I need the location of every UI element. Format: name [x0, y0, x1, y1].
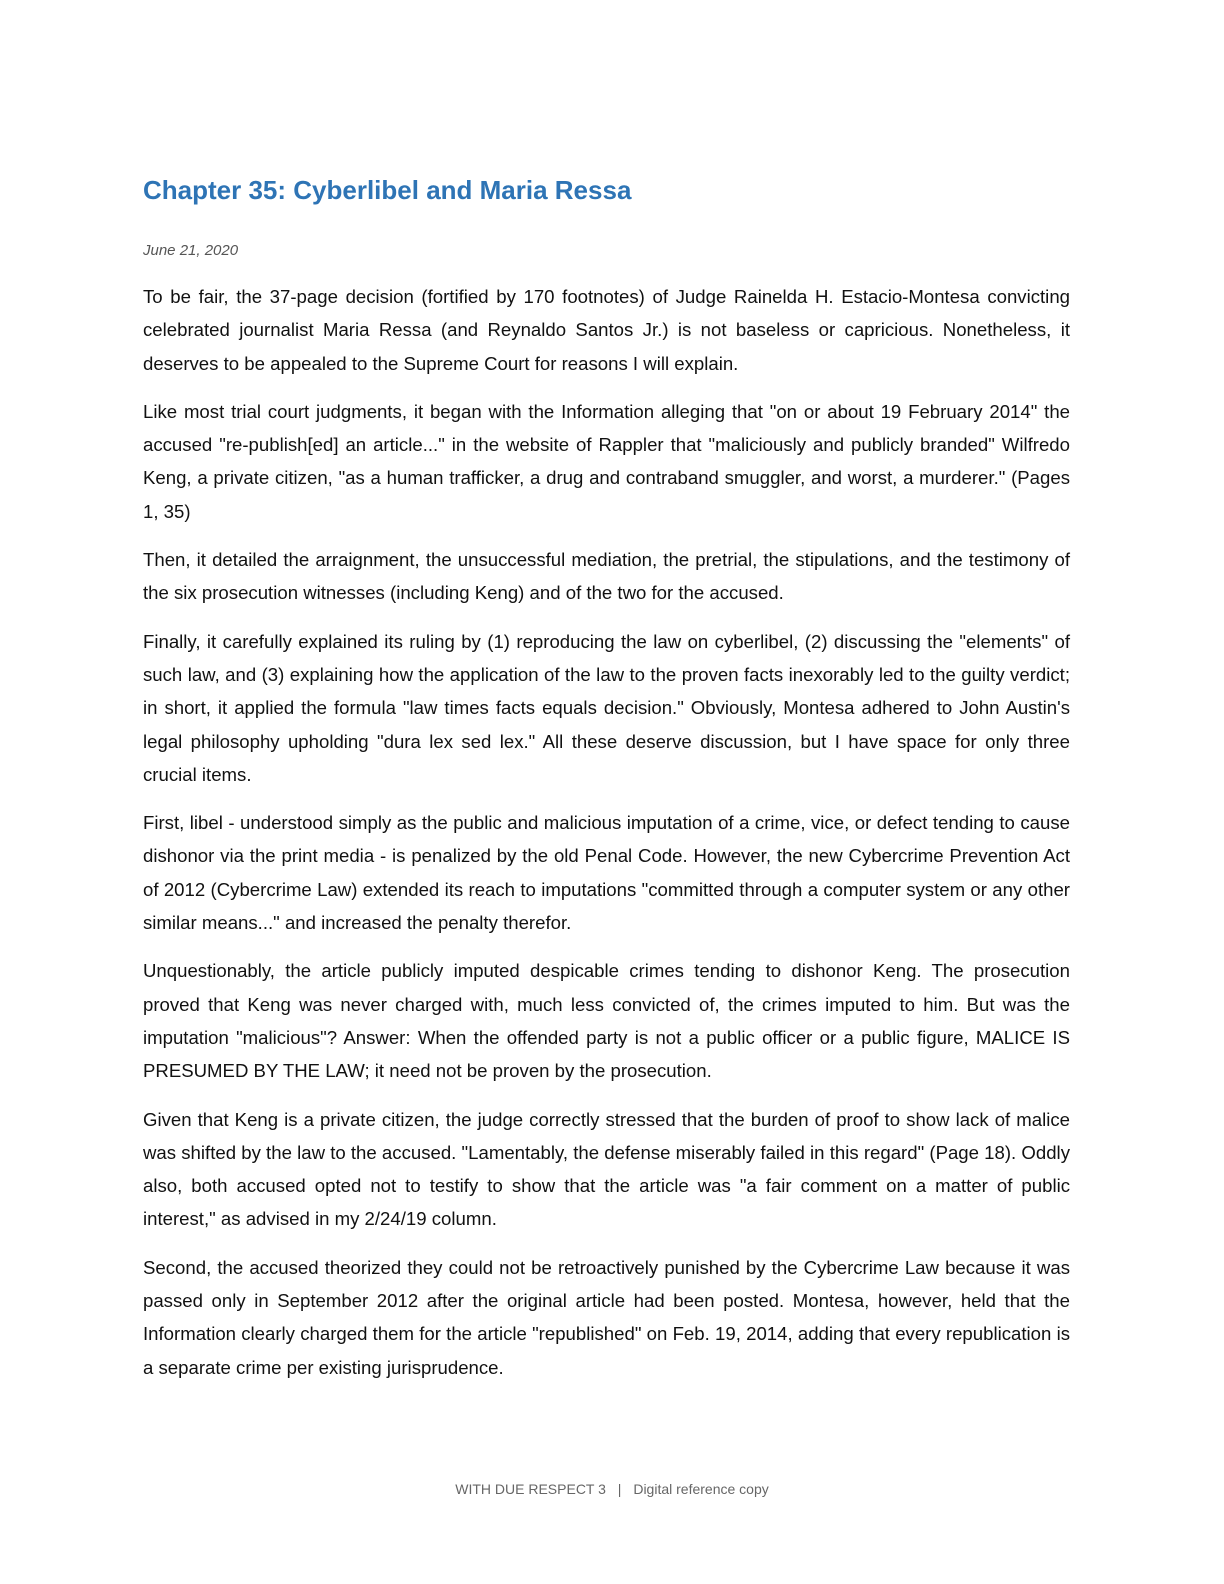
- chapter-date: June 21, 2020: [143, 242, 239, 259]
- paragraph-6: Unquestionably, the article publicly imputed despicable crimes tending to dishonor Keng. The prosecution proved that Keng was never charged with, much less convicted of, the crimes imputed to him. But was the imputation "malicious"? Answer: When the offended party is not a public officer or a public figure, MALICE IS PRESUMED BY THE LAW; it need not be proven by the prosecution.: [143, 960, 1070, 1082]
- paragraph-1: To be fair, the 37-page decision (fortified by 170 footnotes) of Judge Rainelda H. Estacio-Montesa convicting celebrated journalist Maria Ressa (and Reynaldo Santos Jr.) is not baseless or capricious. Nonetheless, it deserves to be appealed to the Supreme Court for reasons I will explain.: [143, 286, 1070, 374]
- paragraph-7: Given that Keng is a private citizen, the judge correctly stressed that the burden of proof to show lack of malice was shifted by the law to the accused. "Lamentably, the defense miserably failed in this regard" (Page 18). Oddly also, both accused opted not to testify to show that the article was "a fair comment on a matter of public interest," as advised in my 2/24/19 column.: [143, 1108, 1070, 1230]
- paragraph-8: Second, the accused theorized they could not be retroactively punished by the Cybercrime Law because it was passed only in September 2012 after the original article had been posted. Montesa, however, held that the Information clearly charged them for the article "republished" on Feb. 19, 2014, adding that every republication is a separate crime per existing jurisprudence.: [143, 1256, 1070, 1378]
- paragraph-5: First, libel - understood simply as the public and malicious imputation of a crime, vice, or defect tending to cause dishonor via the print media - is penalized by the old Penal Code. However, the new Cybercrime Prevention Act of 2012 (Cybercrime Law) extended its reach to imputations "committed through a computer system or any other similar means..." and increased the penalty therefor.: [143, 812, 1070, 934]
- paragraph-4: Finally, it carefully explained its ruling by (1) reproducing the law on cyberlibel, (2) discussing the "elements" of such law, and (3) explaining how the application of the law to the proven facts inexorably led to the guilty verdict; in short, it applied the formula "law times facts equals decision." Obviously, Montesa adhered to John Austin's legal philosophy upholding "dura lex sed lex." All these deserve discussion, but I have space for only three crucial items.: [143, 630, 1070, 785]
- paragraph-3: Then, it detailed the arraignment, the unsuccessful mediation, the pretrial, the stipulations, and the testimony of the six prosecution witnesses (including Keng) and of the two for the accused.: [143, 549, 1070, 604]
- chapter-title: Chapter 35: Cyberlibel and Maria Ressa: [143, 175, 632, 205]
- footer-note: Digital reference copy: [633, 1481, 769, 1497]
- footer-separator: |: [617, 1481, 622, 1497]
- page-footer: [0, 1479, 1224, 1499]
- paragraph-2: Like most trial court judgments, it began with the Information alleging that "on or about 19 February 2014" the accused "re-publish[ed] an article..." in the website of Rappler that "maliciously and publicly branded" Wilfredo Keng, a private citizen, "as a human trafficker, a drug and contraband smuggler, and worst, a murderer." (Pages 1, 35): [143, 400, 1070, 522]
- footer-running-title: WITH DUE RESPECT 3: [455, 1481, 606, 1497]
- document-body: [143, 170, 1070, 1399]
